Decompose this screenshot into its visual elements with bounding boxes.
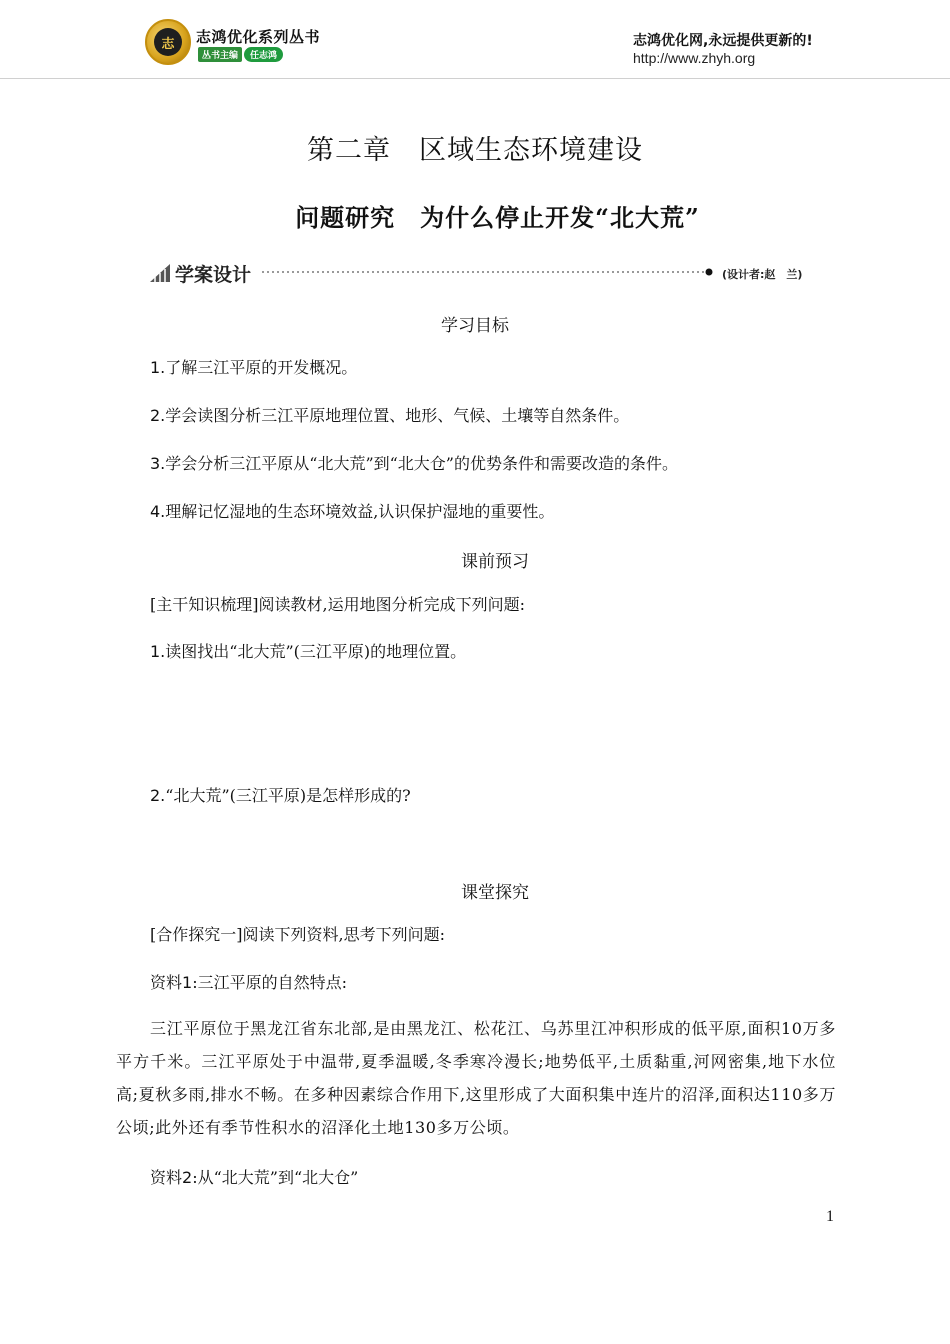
problem-title: 问题研究 为什么停止开发“北大荒”: [295, 203, 700, 232]
objective-number: 2.: [150, 406, 166, 425]
logo-emblem: 志: [154, 28, 182, 56]
header-slogan: 志鸿优化网,永远提供更新的!: [633, 33, 813, 49]
preview-question-1: 1.读图找出“北大荒”(三江平原)的地理位置。: [150, 642, 467, 661]
publisher-logo: [145, 19, 191, 65]
editor-name: 任志鸿: [244, 47, 283, 62]
objective-text: 学会读图分析三江平原地理位置、地形、气候、土壤等自然条件。: [165, 406, 630, 425]
preview-heading: 课前预习: [461, 552, 529, 572]
objective-item: [150, 451, 678, 474]
preview-question-2: 2.“北大荒”(三江平原)是怎样形成的?: [150, 786, 411, 805]
header-divider: [0, 78, 950, 79]
series-title: 志鸿优化系列丛书: [196, 28, 321, 46]
objectives-heading: 学习目标: [441, 316, 509, 336]
chapter-title: 第二章 区域生态环境建设: [307, 135, 643, 166]
objective-number: 3.: [150, 454, 166, 473]
section-bar-designer: (设计者:赵 兰): [722, 268, 803, 281]
objective-number: 4.: [150, 502, 166, 521]
section-bar-title: 学案设计: [175, 264, 252, 286]
explore-heading: 课堂探究: [461, 883, 529, 903]
page-number: 1: [826, 1208, 834, 1225]
objective-text: 理解记忆湿地的生态环境效益,认识保护湿地的重要性。: [165, 502, 555, 521]
objective-text: 学会分析三江平原从“北大荒”到“北大仓”的优势条件和需要改造的条件。: [165, 454, 678, 473]
material-1-body: 三江平原位于黑龙江省东北部,是由黑龙江、松花江、乌苏里江冲积形成的低平原,面积10万多平方千米。三江平原处于中温带,夏季温暖,冬季寒冷漫长;地势低平,土质黏重,河网密集,地下水位高;夏秋多雨,排水不畅。在多种因素综合作用下,这里形成了大面积集中连片的沼泽,面积达110多万公顷;此外还有季节性积水的沼泽化土地130多万公顷。: [116, 1019, 836, 1137]
objective-text: 了解三江平原的开发概况。: [165, 358, 358, 377]
material-2-title: 资料2:从“北大荒”到“北大仓”: [150, 1168, 359, 1187]
preview-intro: [主干知识梳理]阅读教材,运用地图分析完成下列问题:: [150, 595, 525, 614]
explore-intro: [合作探究一]阅读下列资料,思考下列问题:: [150, 925, 445, 944]
objective-number: 1.: [150, 358, 166, 377]
material-1-title: 资料1:三江平原的自然特点:: [150, 973, 347, 992]
site-url[interactable]: http://www.zhyh.org: [633, 50, 756, 66]
section-bar-dotted-line: [262, 266, 714, 278]
objective-item: [150, 499, 554, 522]
objective-item: [150, 355, 357, 378]
objective-item: [150, 403, 629, 426]
section-bar-icon: [150, 264, 170, 282]
editor-label: 丛书主编: [198, 47, 242, 62]
